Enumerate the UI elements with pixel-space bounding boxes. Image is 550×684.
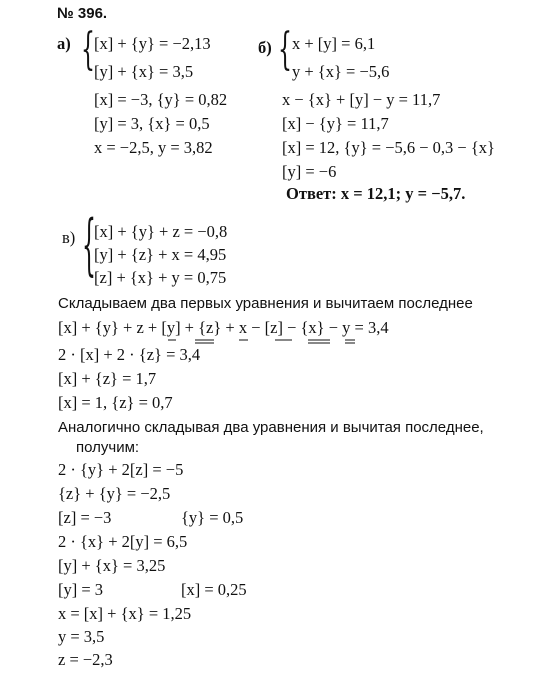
part-b-brace: { [278,26,292,76]
part-b-step1: x − {x} + [y] − y = 11,7 [282,90,441,109]
part-c-text3: получим: [76,439,140,456]
part-a-eq2: [y] + {x} = 3,5 [94,62,194,81]
part-c-step12: z = −2,3 [58,650,113,669]
part-c-step6a: [z] = −3 [58,508,112,527]
part-a-brace: { [81,26,95,76]
problem-number: № 396. [57,5,108,22]
part-a-step2: [y] = 3, {x} = 0,5 [94,114,210,133]
part-c-step5: {z} + {y} = −2,5 [58,484,171,503]
part-b-step3: [x] = 12, {y} = −5,6 − 0,3 − {x} [282,138,495,157]
part-b-eq2: y + {x} = −5,6 [292,62,390,81]
part-c-eq3: [z] + {x} + y = 0,75 [94,268,227,287]
part-b-label: б) [258,38,272,57]
part-a-step1: [x] = −3, {y} = 0,82 [94,90,228,109]
part-c-step10: x = [x] + {x} = 1,25 [58,604,192,623]
part-b-step2: [x] − {y} = 11,7 [282,114,389,133]
part-c-step11: y = 3,5 [58,627,105,646]
part-c-text2: Аналогично складывая два уравнения и вычитая последнее, [58,419,484,436]
part-c-step2: [x] + {z} = 1,7 [58,369,157,388]
part-a-step3: x = −2,5, y = 3,82 [94,138,213,157]
part-c-eq2: [y] + {z} + x = 4,95 [94,245,227,264]
part-c-text1: Складываем два первых уравнения и вычитаем последнее [58,295,473,312]
part-b-eq1: x + [y] = 6,1 [292,34,376,53]
part-c-step9a: [y] = 3 [58,580,104,599]
part-c-step9b: [x] = 0,25 [181,580,247,599]
part-b-step4: [y] = −6 [282,162,337,181]
part-c-step1: 2 · [x] + 2 · {z} = 3,4 [58,345,201,364]
part-c-step8: [y] + {x} = 3,25 [58,556,166,575]
part-c-eq1: [x] + {y} + z = −0,8 [94,222,228,241]
part-c-step6b: {y} = 0,5 [181,508,244,527]
part-c-step4: 2 · {y} + 2[z] = −5 [58,460,184,479]
part-a-label: а) [57,34,71,53]
part-c-brace: { [82,210,96,285]
part-c-step7: 2 · {x} + 2[y] = 6,5 [58,532,188,551]
part-c-sum-line: [x] + {y} + z + [y] + {z} + x − [z] − {x} − y = 3,4 [58,318,389,337]
part-c-label: в) [62,228,76,247]
part-b-answer: Ответ: x = 12,1; y = −5,7. [286,184,466,203]
part-a-eq1: [x] + {y} = −2,13 [94,34,211,53]
part-c-step3: [x] = 1, {z} = 0,7 [58,393,173,412]
